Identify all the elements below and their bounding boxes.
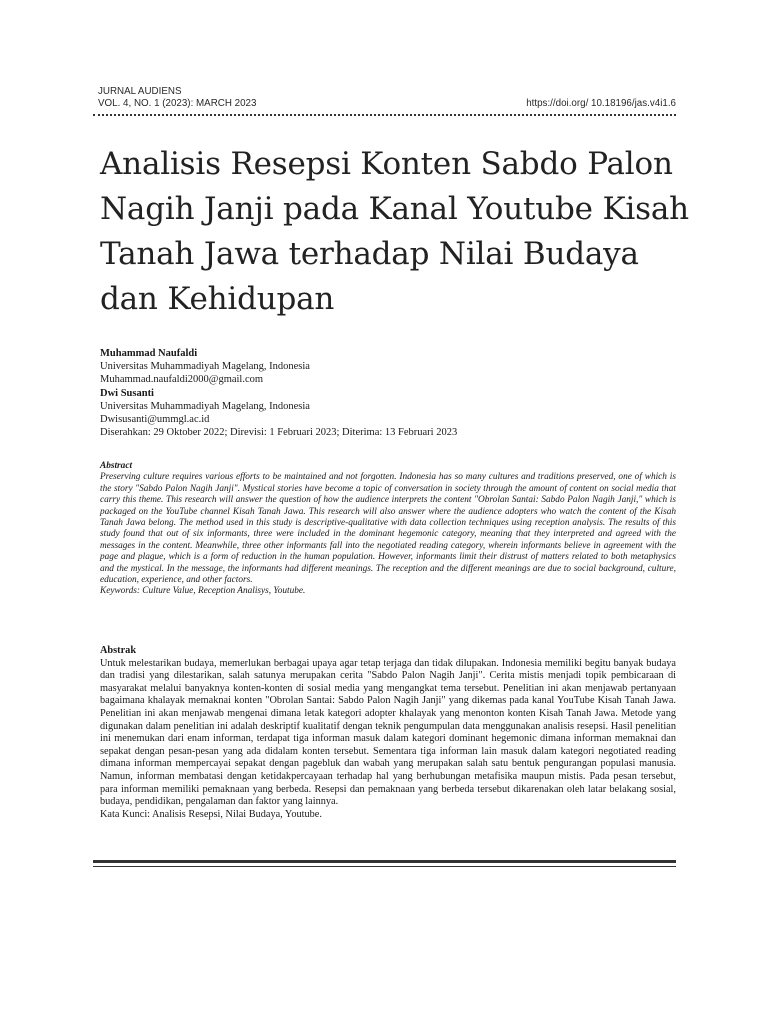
author-2-name: Dwi Susanti [100,387,154,399]
running-header [98,86,676,109]
abstract-keywords: Keywords: Culture Value, Reception Analisys, Youtube. [100,586,306,597]
abstrak-heading: Abstrak [100,645,137,656]
doi-link[interactable]: https://doi.org/ 10.18196/jas.v4i1.6 [526,97,676,109]
footer-thin-rule [93,866,676,867]
author-1-email[interactable]: Muhammad.naufaldi2000@gmail.com [100,374,264,386]
header-dotted-divider [93,114,676,116]
abstrak-body: Untuk melestarikan budaya, memerlukan berbagai upaya agar tetap terjaga dan tidak dilupakan. Indonesia memiliki begitu banyak budaya dan tradisi yang dilestarikan, salah satunya merupakan cerita "Sabdo Palon Nagih Janji". Cerita mistis menjadi topik pembicaraan di masyarakat melalui banyaknya konten-konten di sosial media yang mengangkat tema tersebut. Penelitian ini akan menjawab pertanyaan bagaimana khalayak memaknai konten "Obrolan Santai: Sabdo Palon Nagih Janji" yang dikemas pada kanal YouTube Kisah Tanah Jawa. Penelitian ini akan menjawab mengenai dimana letak kategori adopter khalayak yang menonton konten Kisah Tanah Jawa. Metode yang digunakan dalam penelitian ini adalah deskriptif kualitatif dengan teknik pengumpulan data menggunakan analisis resepsi. Hasil penelitian ini menemukan dari enam informan, terdapat tiga informan masuk dalam kategori dominant hegemonic dimana informan memaknai dan sepakat dengan pesan-pesan yang ada didalam konten tersebut. Sementara tiga informan lain masuk dalam kategori negotiated reading dimana informan mempercayai sepakat dengan pagebluk dan wabah yang merupakan salah satu bentuk pengurangan populasi manusia. Namun, informan membatasi dengan ketidakpercayaan terhadap hal yang berhubungan metafisika maupun mistis. Pada pesan tersebut, para informan memiliki pemaknaan yang berbeda. Resepsi dan pemaknaan yang berbeda tersebut dikarenakan oleh latar belakang sosial, budaya, pendidikan, pengalaman dan faktor yang lainnya. [100,657,676,808]
volume-issue: VOL. 4, NO. 1 (2023): MARCH 2023 [98,97,257,109]
footer-thick-rule [93,860,676,863]
author-2-email[interactable]: Dwisusanti@ummgl.ac.id [100,414,210,426]
submission-dates: Diserahkan: 29 Oktober 2022; Direvisi: 1 Februari 2023; Diterima: 13 Februari 2023 [100,427,458,439]
journal-name: JURNAL AUDIENS [98,86,182,97]
abstrak-keywords: Kata Kunci: Analisis Resepsi, Nilai Budaya, Youtube. [100,808,322,820]
article-title: Analisis Resepsi Konten Sabdo Palon Nagih Janji pada Kanal Youtube Kisah Tanah Jawa terhadap Nilai Budaya dan Kehidupan [100,146,689,317]
author-1-name: Muhammad Naufaldi [100,348,198,359]
author-2-affiliation: Universitas Muhammadiyah Magelang, Indonesia [100,400,310,412]
abstract-indonesian [100,645,676,821]
abstract-english [100,461,676,598]
abstract-body: Preserving culture requires various efforts to be maintained and not forgotten. Indonesia has so many cultures and traditions preserved, one of which is the story "Sabdo Palon Nagih Janji". Mystical stories have become a topic of conversation in society through the amount of content on social media that carry this theme. This research will answer the question of how the audience interprets the content "Obrolan Santai: Sabdo Palon Nagih Janji," which is packaged on the YouTube channel Kisah Tanah Jawa. This research will also answer where the audience adopters who watch the content of the Kisah Tanah Jawa belong. The method used in this study is descriptive-qualitative with data collection techniques using reception analysis. The results of this study found that out of six informants, three were included in the dominant hegemonic category, meaning that they interpreted and agreed with the messages in the content. Meanwhile, three other informants fall into the negotiated reading category, wherein informants believe in agreement with the page and plague, which is a form of reduction in the human population. However, informants limit their distrust of matters related to both metaphysics and the mystical. In the message, the informants had different meanings. The reception and the different meanings are due to social background, culture, education, experience, and other factors. [100,472,676,586]
author-1-affiliation: Universitas Muhammadiyah Magelang, Indonesia [100,361,310,373]
author-block [100,347,680,439]
abstract-heading: Abstract [100,461,133,471]
header-row [98,98,676,110]
